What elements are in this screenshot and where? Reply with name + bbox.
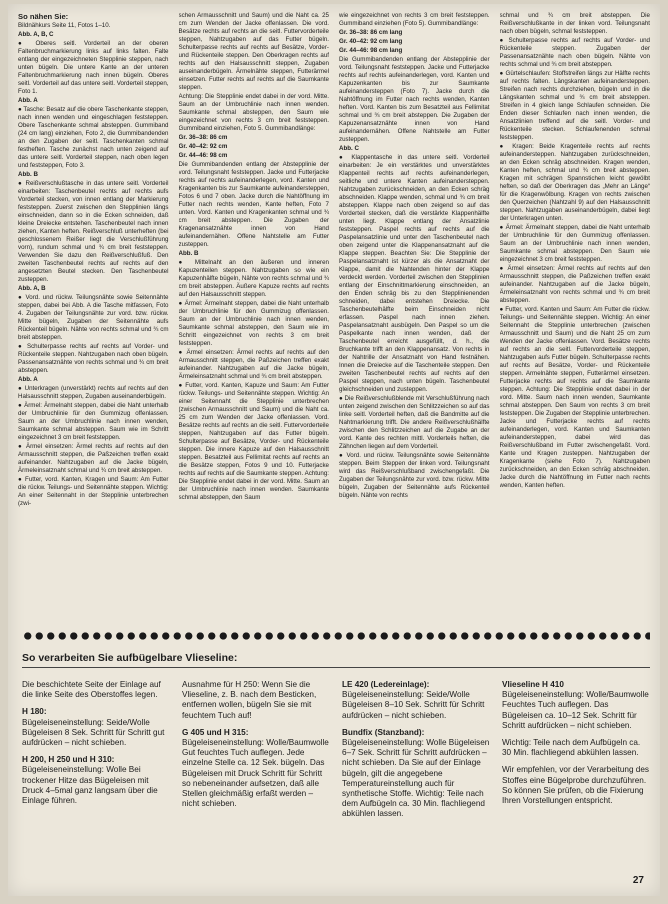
paragraph: Bildnähkurs Seite 11, Fotos 1–10. <box>18 22 111 29</box>
paragraph: Gr. 36–38: 86 cm lang <box>339 29 403 36</box>
instruction-column-3 <box>339 12 490 624</box>
dotted-divider <box>22 631 650 641</box>
paragraph: wie eingezeichnet von rechts 3 cm breit feststeppen. Gummiband einziehen (Foto 5). Gummibandlänge: <box>339 12 490 27</box>
paragraph: Wir empfehlen, vor der Verarbeitung des Stoffes eine Bügelprobe durchzuführen. So können Sie prüfen, ob die Fixierung Ihren Vorstellungen entspricht. <box>502 765 649 806</box>
paragraph: ● Die Reißverschlußblende mit Verschlußführung nach unten zeigend zwischen den Schlitzzeichen so auf das linke seitl. Vorderteil heften, daß die Bandmitte auf die Nahtmarkierung trifft. Die andere Reißverschlußhälfte zwischen den Schlitzzeichen auf die Zugabe an der vord. Kante des rechten mittl. Vorderteils heften, die Zähnchen liegen auf dem Vorderteil. <box>339 395 490 450</box>
paragraph: Die Gummibandenden entlang der Abstepplinie der vord. Teilungsnaht feststeppen. Jacke und Futterjacke rechts auf rechts aufeinanderlegen, vord. Kanten und Kragenkanten bis zur Saumkante aufeinandersteppen, Fotos 6 und 7 oben. Jacke durch die Nahtöffnung im Futter nach rechts wenden, Kante heften, Foto 7 unten. Vord. Kanten und Kragenkanten schmal und ¾ cm breit absteppen. Die Zugaben der Kragenansatznähte innen von Hand aufeinandernähen. Offene Nahtstelle am Futter zusteppen. <box>178 161 329 248</box>
magazine-page <box>8 4 660 896</box>
sewing-instructions <box>18 12 650 624</box>
paragraph: ● Ärmel einsetzen: Ärmel rechts auf rechts auf den Armausschnitt steppen, die Paßzeichen treffen exakt aufeinander. Nahtzugaben auf die Jacke bügeln, Ärmeleinsatznaht schmal und ¾ cm breit absteppen. <box>178 349 329 380</box>
vlieseline-column-2 <box>182 680 330 870</box>
paragraph: ● Ärmel einsetzen: Ärmel rechts auf rechts auf den Armausschnitt steppen, die Paßzeichen treffen exakt aufeinander. Nahtzugaben auf die Jacke bügeln, Ärmeleinsatznaht schmal und ¾ cm breit absteppen. <box>18 443 169 474</box>
paragraph: Bügeleiseneinstellung: Wolle/Baumwolle Gut feuchtes Tuch auflegen. Jede einzelne Stelle ca. 12 Sek. bügeln. Das Bügeleisen mit Druck Schritt für Schritt so nebeneinander aufsetzen, daß alle Stellen gleichmäßig erfaßt werden – nicht schieben. <box>182 738 329 809</box>
paragraph: ● Futter, vord. Kanten und Saum: Am Futter die rückw. Teilungs- und Seitennähte steppen. Wichtig: An einer Seitennaht die Stepplinie unterbrechen (zwischen Armausschnitt und Saum) und die Naht 25 cm zum Wenden der Jacke offenlassen. Vord. Besätze rechts auf rechts an die seitl. Futtervorderteile steppen, Nahtzugaben aufs Futter bügeln. Schulterpasse rechts auf rechts auf Besätze, Vorder- und Rückenteile steppen. Armelnähte steppen, Futterärmel einsetzen. Futterjacke rechts auf rechts auf die Saumkante steppen. Achtung: Die Stepplinie endet dabei in der vord. Mitte. Saum nach innen wenden, Saumkante schmal absteppen. Den Saum von rechts 3 cm breit feststeppen. Die Zugaben der Stepplinie unterbrechen. Jacke und Futterjacke rechts auf rechts aufeinanderlegen, vord. Kanten und Saumkanten aufeinandersteppen, dabei wird das Reißverschlußband im Futter zwischengefaßt. Vord. Kante und Kragen zusteppen. Nahtzugaben der Kragenkante (siehe Foto 7). Nahtzugaben zurückschneiden, an den Ecken schräg abschneiden. Jacke durch die Nahtöffnung im Futter nach rechts wenden, Kanten heften. <box>499 306 650 489</box>
paragraph: ● Schulterpasse rechts auf rechts auf Vorder- und Rückenteile steppen. Nahtzugaben nach oben bügeln. Passenansatznähte von rechts schmal und ¾ cm breit absteppen. <box>18 343 169 374</box>
paragraph: ● Vord. und rückw. Teilungsnähte sowie Seitennähte steppen. Beim Steppen der linken vord. Teilungsnaht wird das Reißverschlußband zwischengefaßt. Die Zugaben der Teilungsnähte zur vord. bzw. rückw. Mitte bügeln, Zugaben der Seitennähte aufs Rückenteil bügeln. Nähte von rechts <box>339 452 490 499</box>
vlieseline-column-1 <box>22 680 170 870</box>
paragraph: Gr. 44–46: 98 cm <box>178 152 228 159</box>
vlieseline-instructions <box>22 680 650 870</box>
paragraph: Bügeleiseneinstellung: Seide/Wolle Bügeleisen 8 Sek. Schritt für Schritt gut aufdrücken – nicht schieben. <box>22 717 165 748</box>
paragraph: ● Vord. und rückw. Teilungsnähte sowie Seitennähte steppen, dabei bei Abb. A die Tasche mitfassen, Foto 4. Zugaben der Teilungsnähte zur vord. bzw. rückw. Mitte bügeln, Zugaben der Seitennähte aufs Rückenteil bügeln. Nähte von rechts schmal und ¾ cm breit absteppen. <box>18 294 169 341</box>
paragraph: Bügeleiseneinstellung: Wolle Bei trockener Hitze das Bügeleisen mit Druck 4–5mal ganz langsam über die Einlage führen. <box>22 765 158 806</box>
paragraph: ● Gürtelschlaufen: Stoffstreifen längs zur Hälfte rechts auf rechts falten. Längskanten aufeinandersteppen. Streifen nach rechts durchziehen, bügeln und in die Längskanten schmal und ¾ cm breit absteppen. Streifen in 4 gleich lange Schlaufen schneiden. Die Enden dieser Schlaufen nach innen wenden, die Ansatzlinien treffend auf die seitl. Vorder- und Rückenteile stecken. Schlaufenenden schmal feststeppen. <box>499 70 650 141</box>
paragraph: H 200, H 250 und H 310: <box>22 755 115 765</box>
paragraph: ● Reißverschlußtasche in das untere seitl. Vorderteil einarbeiten: Taschenbeutel rechts auf rechts aufs Vorderteil stecken, von innen entlang der Markierung feststeppen. Zuerst zwischen den Stepplinien längs einschneiden, dann so in die Ecken schneiden, daß kleine Dreiecke entstehen. Taschenbeutel nach innen ziehen, Kanten heften. Reißverschluß unterheften (bei geschlossenem Reißer liegt die Verschlußführung vorn), rundum schmal und ¾ cm breit feststeppen. Verwenden Sie dazu den Reißverschlußfuß. Den zweiten Taschenbeutel rechts auf rechts auf den angesetzten Beutel stecken. Den Taschenbeutel zusteppen. <box>18 180 169 283</box>
paragraph: Gr. 40–42: 92 cm <box>178 143 228 150</box>
instruction-column-1 <box>18 12 169 624</box>
paragraph: Bundfix (Stanzband): <box>342 727 425 737</box>
paragraph: Gr. 36–38: 86 cm <box>178 134 228 141</box>
paragraph: ● Futter, vord. Kanten, Kapuze und Saum: Am Futter rückw. Teilungs- und Seitennähte steppen. Wichtig: An einer Seitennaht die Stepplinie unterbrechen (zwischen Armausschnitt und Saum) und die Naht ca. 25 cm zum Wenden der Jacke offenlassen. Vord. Besätze rechts auf rechts an die seitl. Futtervorderteile steppen, Nahtzugaben auf das Futter bügeln. Schulterpasse auf Besätze, Vorder- und Rückenteile steppen. Die innere Kapuze auf den Halsausschnitt steppen. Besatzteil aus Fellimitat rechts auf rechts an die Besätze steppen, Fotos 9 und 10. Futterjacke rechts auf rechts auf die Saumkante steppen. Achtung: Die Stepplinie endet dabei in der vord. Mitte. Saum an der Umbruchlinie nach innen wenden. Saumkante schmal absteppen, den Saum <box>178 382 329 501</box>
paragraph: Ausnahme für H 250: Wenn Sie die Vlieseline, z. B. nach dem Besticken, entfernen wollen, bügeln Sie sie mit feuchtem Tuch auf! <box>182 680 317 720</box>
paragraph: Abb. B <box>178 250 199 257</box>
vlieseline-column-3 <box>342 680 490 870</box>
paragraph: ● Oberes seitl. Vorderteil an der oberen Faltenbruchmarkierung links auf links falten. Falte entlang der eingezeichneten Stepplinie steppen, nach unten bügeln. Die untere Kante an der unteren Faltenbruchmarkierung nach innen bügeln. Oberes seitl. Vorderteil auf das untere seitl. Vorderteil steppen, Foto 1. <box>18 40 169 95</box>
paragraph: Bügeleiseneinstellung: Wolle Bügeleisen 6–7 Sek. Schritt für Schritt aufdrücken – nicht schieben. Da Sie auf der Einlage bügeln, gilt die angegebene Temperatureinstellung auch für synthetische Stoffe. Wichtig: Teile nach dem Aufbügeln ca. 30 Min. flachliegend abkühlen lassen. <box>342 738 490 819</box>
vlieseline-heading: So verarbeiten Sie aufbügelbare Vlieseline: <box>22 652 650 668</box>
paragraph: ● Ärmel: Ärmelnaht steppen, dabei die Naht unterhalb der Umbruchlinie für den Gummizug offenlassen. Saum an der Umbruchlinie nach innen wenden, Saumkante schmal absteppen. Den Saum wie eingezeichnet 3 cm breit feststeppen. <box>499 224 650 263</box>
paragraph: ● Futter, vord. Kanten, Kragen und Saum: Am Futter die rückw. Teilungs- und Seitennähte steppen. Wichtig: An einer Seitennaht in der Stepplinie unterbrechen (zwi- <box>18 476 169 507</box>
paragraph: Abb. A <box>18 376 38 383</box>
paragraph: G 405 und H 315: <box>182 727 249 737</box>
paragraph: Vlieseline H 410 <box>502 680 564 689</box>
instruction-column-4 <box>500 12 651 624</box>
paragraph: H 180: <box>22 707 47 717</box>
paragraph: ● Unterkragen (unverstärkt) rechts auf rechts auf den Halsausschnitt steppen, Zugaben auseinanderbügeln. <box>18 385 169 400</box>
paragraph: ● Ärmel einsetzen: Ärmel rechts auf rechts auf den Armausschnitt steppen, die Paßzeichen treffen exakt aufeinander. Nahtzugaben auf die Jacke bügeln, Ärmeleinsatznaht von rechts schmal und ¾ cm breit absteppen. <box>499 265 650 304</box>
instruction-column-2 <box>179 12 330 624</box>
paragraph: Die beschichtete Seite der Einlage auf die linke Seite des Oberstoffes legen. <box>22 680 161 700</box>
paragraph: Abb. B <box>18 171 38 178</box>
paragraph: Abb. A, B <box>18 285 46 292</box>
paragraph: ● Ärmel: Ärmelnaht steppen, dabei die Naht unterhalb der Umbruchlinie für den Gummizug offenlassen. Saum an der Umbruchlinie nach innen wenden, Saumkante schmal absteppen. Saum wie im Schritt eingezeichnet 3 cm breit feststeppen. <box>18 402 169 441</box>
paragraph: ● Tasche: Besatz auf die obere Taschenkante steppen, nach innen wenden und eingeschlagen feststeppen. Obere Taschenkante schmal absteppen. Gummiband (24 cm lang) einziehen, Foto 2, die Gummibandenden an den Zugaben der seitl. Taschenkanten schmal festheften. Tasche zunächst nach unten zeigend auf das untere seitl. Vorderteil steppen, nach oben legen und feststeppen, Foto 3. <box>18 106 169 169</box>
vlieseline-column-4 <box>502 680 650 870</box>
paragraph: Bügeleiseneinstellung: Wolle/Baumwolle Feuchtes Tuch auflegen. Das Bügeleisen ca. 10–12 Sek. Schritt für Schritt aufdrücken – nicht schieben. <box>502 690 649 730</box>
paragraph: ● Kragen: Beide Kragenteile rechts auf rechts aufeinandersteppen. Nahtzugaben zurückschneiden, an den Ecken schräg abschneiden. Kragen wenden, Kanten heften, schmal und ¾ cm breit absteppen. Kragen mit schrägen Spannstichen leicht gewölbt heften, so daß der Oberkragen das „Mehr an Länge“ für die Kragenwölbung. Kragen von rechts zwischen den Querzeichen (Nahtzahl 9) auf den Halsausschnitt steppen. Nahtzugaben auseinanderbügeln, dabei liegt der Unterkragen unten. <box>499 143 650 222</box>
paragraph: ● Schulterpasse rechts auf rechts auf Vorder- und Rückenteile steppen. Zugaben der Passenansatznähte nach oben bügeln. Nähte von rechts schmal und ¾ cm breit absteppen. <box>499 37 650 68</box>
paragraph: Abb. A, B, C <box>18 31 54 38</box>
paragraph: ● Ärmel: Ärmelnaht steppen, dabei die Naht unterhalb der Umbruchlinie für den Gummizug offenlassen. Saum an der Umbruchlinie nach innen wenden, Saumkante schmal absteppen, den Saum wie im Schritt eingezeichnet von rechts 3 cm breit feststeppen. <box>178 300 329 347</box>
paragraph: Abb. C <box>339 145 359 152</box>
paragraph: ● Mittelnaht an den äußeren und inneren Kapuzenteilen steppen. Nahtzugaben so wie ein Kapuzenhälfte bügeln, Nähte von rechts schmal und ¾ cm breit absteppen. Äußere Kapuze rechts auf rechts auf den Halsausschnitt steppen. <box>178 259 329 298</box>
paragraph: Gr. 40–42: 92 cm lang <box>339 38 403 45</box>
paragraph: Die Gummibandenden entlang der Abstepplinie der vord. Teilungsnaht feststeppen. Jacke und Futterjacke rechts auf rechts aufeinanderlegen, vord. Kanten und Kapuzenkanten bis zur Saumkante aufeinandersteppen (Foto 7). Jacke durch die Nahtöffnung im Futter nach rechts wenden, Kanten heften. Vord. Kanten bis zum Besatzteil aus Fellimitat schmal und ¾ cm breit absteppen. Die Zugaben der Kapuzenansatznähte innen von Hand aufeinandernähen. Offene Nahtstelle am Futter zusteppen. <box>339 56 490 143</box>
page-number: 27 <box>632 875 644 886</box>
paragraph: Gr. 44–46: 98 cm lang <box>339 47 403 54</box>
paragraph: LE 420 (Ledereinlage): <box>342 680 430 689</box>
paragraph: ● Klappentasche in das untere seitl. Vorderteil einarbeiten: Je ein verstärktes und unverstärktes Klappenteil rechts auf rechts aufeinanderlegen, seitliche und untere Kanten aufeinandersteppen. Nahtzugaben zurückschneiden, an den Ecken schräg abschneiden. Klappe wenden, schmal und ¾ cm breit absteppen. Klappe nach oben zeigend so auf das Vorderteil stecken, daß die verstärkte Klappenhälfte unten liegt. Klappe entlang der Ansatzlinie feststeppen. Paspel rechts auf rechts auf die Paspelansatzlinie und unter den Taschenbeutel nach oben zeigend unter die Klappenansatznaht auf die Klappe steppen. Beachten Sie: Die Stepplinie der Paspelansatznaht ist kürzer als die Ansatznaht der Klappe, damit die Nahtenden hinter der Klappe verdeckt werden. Vorderteil zwischen den Stepplinien entlang der Einschnittmarkierung einschneiden, an den Enden schräg bis zu den Stepplinienenden schneiden, dabei entstehen Dreiecke. Die Taschenbeutelhälfte beim Einschneiden nicht erfassen. Paspel nach innen ziehen. Paspelansatznaht ausbügeln. Den Paspel so um die Paspelkante nach innen wenden, daß der Taschenbeutel erreicht ausgefüllt, d. h., die Bruchkante trifft an den Klappenansatz. Von rechts in der Nahtrille der Ansatznaht von Hand festnähen. Innen die Dreiecke auf die Taschenteile steppen. Den zweiten Taschenbeutel rechts auf rechts auf den Paspel steppen, nach unten bügeln. Taschenbeutel gleichschneiden und zusteppen. <box>339 154 490 393</box>
paragraph: schmal und ¾ cm breit absteppen. Die Reißverschlußkante in der linken vord. Teilungsnaht nach oben bügeln, schmal feststeppen. <box>499 12 650 35</box>
paragraph: So nähen Sie: <box>18 12 69 21</box>
paragraph: schen Armausschnitt und Saum) und die Naht ca. 25 cm zum Wenden der Jacke offenlassen. Die vord. Besätze rechts auf rechts an die seitl. Futtervorderteile steppen, Nahtzugaben auf das Futter bügeln. Schulterpasse rechts auf rechts auf Besätze, Vorder- und Rückenteile steppen. Den Oberkragen rechts auf rechts auf den Halsausschnitt steppen, Zugaben auseinanderbügeln. Ärmelnähte steppen, Futterärmel einsetzen. Futter rechts auf rechts auf die Saumkante steppen. <box>178 12 329 91</box>
paragraph: Wichtig: Teile nach dem Aufbügeln ca. 30 Min. flachliegend abkühlen lassen. <box>502 738 641 758</box>
paragraph: Bügeleiseneinstellung: Seide/Wolle Bügeleisen 8–10 Sek. Schritt für Schritt aufdrücken – nicht schieben. <box>342 690 485 720</box>
paragraph: Abb. A <box>18 97 38 104</box>
paragraph: Achtung: Die Stepplinie endet dabei in der vord. Mitte. Saum an der Umbruchlinie nach innen wenden. Saumkante schmal absteppen, den Saum wie eingezeichnet von rechts 3 cm breit feststeppen. Gummiband einziehen, Foto 5. Gummibandlänge: <box>178 93 329 132</box>
